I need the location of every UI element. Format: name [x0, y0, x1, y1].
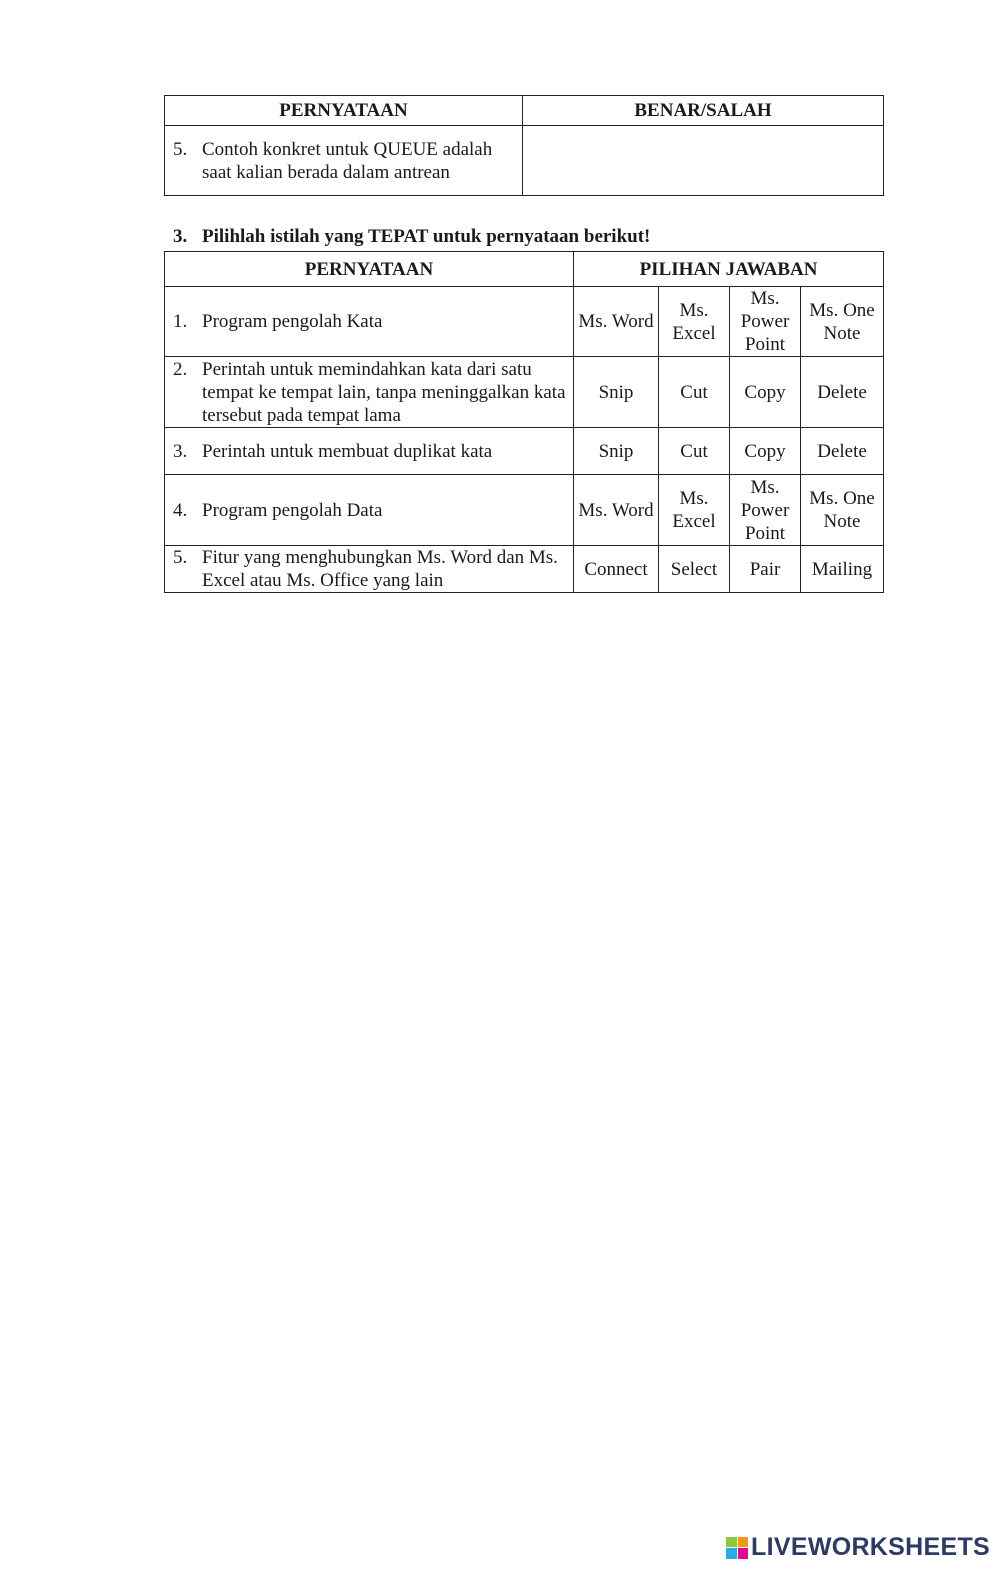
section-heading: [173, 225, 650, 248]
answer-option[interactable]: Select: [659, 546, 730, 593]
answer-option[interactable]: Ms. Excel: [659, 475, 730, 546]
statement-text: Program pengolah Kata: [202, 311, 383, 332]
answer-cell[interactable]: [523, 126, 884, 196]
table-row: [165, 287, 884, 357]
logo-icon: [726, 1537, 748, 1559]
answer-option[interactable]: Cut: [659, 428, 730, 475]
section-number: 3.: [173, 226, 188, 247]
answer-option[interactable]: Ms. Word: [574, 475, 659, 546]
answer-option[interactable]: Delete: [801, 357, 884, 428]
table-row: [165, 428, 884, 475]
answer-option[interactable]: Connect: [574, 546, 659, 593]
true-false-table: [164, 95, 884, 196]
statement-cell: [165, 287, 574, 357]
liveworksheets-logo: [726, 1533, 990, 1562]
answer-option[interactable]: Copy: [730, 357, 801, 428]
answer-option[interactable]: Ms. Power Point: [730, 475, 801, 546]
answer-option[interactable]: Ms. Word: [574, 287, 659, 357]
answer-option[interactable]: Ms. Excel: [659, 287, 730, 357]
statement-number: 5.: [173, 547, 188, 568]
statement-cell: [165, 546, 574, 593]
statement-text: Fitur yang menghubungkan Ms. Word dan Ms. Excel atau Ms. Office yang lain: [202, 547, 558, 591]
header-pernyataan: PERNYATAAN: [165, 96, 523, 126]
answer-option[interactable]: Pair: [730, 546, 801, 593]
answer-option[interactable]: Copy: [730, 428, 801, 475]
answer-option[interactable]: Ms. Power Point: [730, 287, 801, 357]
header-pernyataan: PERNYATAAN: [165, 252, 574, 287]
answer-option[interactable]: Mailing: [801, 546, 884, 593]
statement-number: 4.: [173, 499, 188, 521]
multiple-choice-table: [164, 251, 884, 593]
answer-option[interactable]: Delete: [801, 428, 884, 475]
answer-option[interactable]: Snip: [574, 428, 659, 475]
table-row: [165, 357, 884, 428]
answer-option[interactable]: Snip: [574, 357, 659, 428]
statement-number: 3.: [173, 440, 188, 462]
header-pilihan-jawaban: PILIHAN JAWABAN: [574, 252, 884, 287]
statement-text: Perintah untuk membuat duplikat kata: [202, 440, 493, 462]
statement-number: 5.: [173, 138, 188, 160]
table-row: [165, 475, 884, 546]
statement-text: Contoh konkret untuk QUEUE adalah saat kalian berada dalam antrean: [202, 138, 493, 183]
statement-cell: [165, 357, 574, 428]
table-row: [165, 546, 884, 593]
header-benar-salah: BENAR/SALAH: [523, 96, 884, 126]
statement-text: Perintah untuk memindahkan kata dari satu tempat ke tempat lain, tanpa meninggalkan kata tersebut pada tempat lama: [202, 358, 566, 426]
section-title: Pilihlah istilah yang TEPAT untuk pernyataan berikut!: [202, 226, 651, 247]
statement-text: Program pengolah Data: [202, 499, 383, 521]
statement-cell: [165, 428, 574, 475]
statement-cell: [165, 126, 523, 196]
logo-text: LIVEWORKSHEETS: [751, 1533, 990, 1561]
answer-option[interactable]: Ms. One Note: [801, 475, 884, 546]
answer-option[interactable]: Ms. One Note: [801, 287, 884, 357]
answer-option[interactable]: Cut: [659, 357, 730, 428]
statement-number: 1.: [173, 311, 188, 332]
table-row: [165, 126, 884, 196]
statement-cell: [165, 475, 574, 546]
statement-number: 2.: [173, 358, 188, 380]
